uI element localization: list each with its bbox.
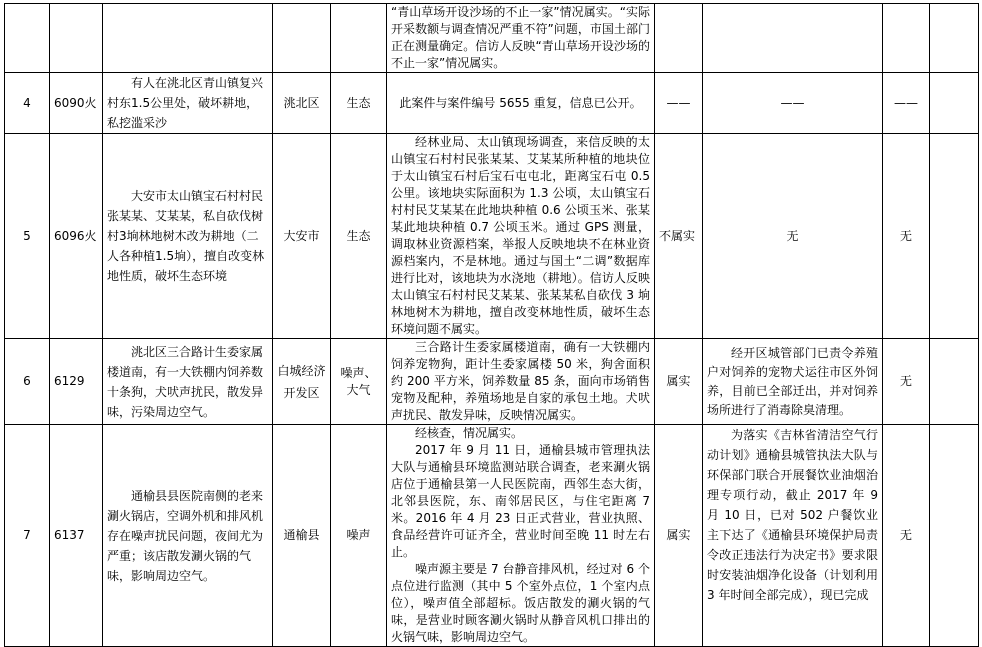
cell-type <box>331 4 387 73</box>
table-row <box>5 134 979 339</box>
cell-type: 噪声、大气 <box>331 339 387 425</box>
table-row <box>5 339 979 425</box>
cell-case-id: 6096火 <box>50 134 103 339</box>
cell-accountability: 无 <box>883 134 930 339</box>
result-paragraph: 2017 年 9 月 11 日，通榆县城市管理执法大队与通榆县环境监测站联合调查，老来涮火锅店位于通榆县第一人民医院南，西邻生态大街，北邻县医院，东、南邻居民区，与住宅距离 7 米。2016 年 4 月 23 日正式营业，营业执照、食品经营许可证齐全，营业时间至晚 11 时左右止。 <box>391 443 650 559</box>
cell-no: 6 <box>5 339 50 425</box>
cell-accountability: 无 <box>883 425 930 647</box>
cell-note <box>930 4 979 73</box>
cell-result <box>387 425 655 647</box>
cell-type: 生态 <box>331 134 387 339</box>
cell-rectification: 无 <box>703 134 883 339</box>
cell-district: 通榆县 <box>273 425 331 647</box>
cell-verdict: 不属实 <box>655 134 703 339</box>
cell-result: “青山草场开设沙场的不止一家”情况属实。“实际开采数额与调查情况严重不符”问题，市国土部门正在测量确定。信访人反映“青山草场开设沙场的不止一家”情况属实。 <box>387 4 655 73</box>
cell-note <box>930 134 979 339</box>
cell-no: 5 <box>5 134 50 339</box>
cell-district: 大安市 <box>273 134 331 339</box>
cell-case-id <box>50 4 103 73</box>
cell-rectification: —— <box>703 73 883 134</box>
cell-rectification: 为落实《吉林省清洁空气行动计划》通榆县城管执法大队与环保部门联合开展餐饮业油烟治理专项行动，截止 2017 年 9 月 10 日，已对 502 户餐饮业主下达了《通榆县环境保护局责令改正违法行为决定书》要求限时安装油烟净化设备（计划利用 3 年时间全部完成），现已完成 <box>703 425 883 647</box>
cell-no <box>5 4 50 73</box>
cell-accountability <box>883 4 930 73</box>
cell-complaint: 大安市太山镇宝石村村民张某某、艾某某，私自砍伐树村3垧林地树木改为耕地（二人各种植1.5垧），擅自改变林地性质，破坏生态环境 <box>103 134 273 339</box>
cell-result: 三合路计生委家属楼道南，确有一大铁棚内饲养宠物狗，距计生委家属楼 50 米，狗舍面积约 200 平方米，饲养数量 85 条，面向市场销售宠物及配种，养殖场地是自家的承包土地。犬吠声扰民、散发异味，反映情况属实。 <box>387 339 655 425</box>
cell-type: 噪声 <box>331 425 387 647</box>
cell-rectification: 经开区城管部门已责令养殖户对饲养的宠物犬运往市区外饲养，目前已全部迁出，并对饲养场所进行了消毒除臭清理。 <box>703 339 883 425</box>
cell-verdict <box>655 4 703 73</box>
cell-case-id: 6129 <box>50 339 103 425</box>
cell-complaint: 有人在洮北区青山镇复兴村东1.5公里处，破坏耕地，私挖滥采沙 <box>103 73 273 134</box>
result-paragraph: 噪声源主要是 7 台静音排风机，经过对 6 个点位进行监测（其中 5 个室外点位，1 个室内点位），噪声值全部超标。饭店散发的涮火锅的气味，是营业时顾客涮火锅时从静音风机口排出的火锅气味，影响周边空气。 <box>391 562 650 644</box>
cell-complaint <box>103 4 273 73</box>
cell-accountability: 无 <box>883 339 930 425</box>
cell-district: 洮北区 <box>273 73 331 134</box>
cell-complaint: 通榆县县医院南侧的老来涮火锅店，空调外机和排风机存在噪声扰民问题，夜间尤为严重；该店散发涮火锅的气味，影响周边空气。 <box>103 425 273 647</box>
table-row <box>5 425 979 647</box>
table-row-continued <box>5 4 979 73</box>
cell-district: 白城经济开发区 <box>273 339 331 425</box>
cell-note <box>930 73 979 134</box>
cell-type: 生态 <box>331 73 387 134</box>
cell-result: 此案件与案件编号 5655 重复，信息已公开。 <box>387 73 655 134</box>
table-row <box>5 73 979 134</box>
case-table <box>4 3 979 647</box>
cell-verdict: —— <box>655 73 703 134</box>
cell-accountability: —— <box>883 73 930 134</box>
cell-note <box>930 339 979 425</box>
cell-no: 7 <box>5 425 50 647</box>
cell-complaint: 洮北区三合路计生委家属楼道南，有一大铁棚内饲养数十条狗，犬吠声扰民，散发异味，污染周边空气。 <box>103 339 273 425</box>
cell-verdict: 属实 <box>655 339 703 425</box>
cell-rectification <box>703 4 883 73</box>
cell-result: 经林业局、太山镇现场调查，来信反映的太山镇宝石村村民张某某、艾某某所种植的地块位于太山镇宝石村后宝石屯屯北，距离宝石屯 0.5 公里。该地块实际面积为 1.3 公顷，太山镇宝石村村民艾某某在此地块种植 0.6 公顷玉米、张某某此地块种植 0.7 公顷玉米。通过 GPS 测量，调取林业资源档案，举报人反映地块不在林业资源档案内，不是林地。通过与国土“二调”数据库进行比对，该地块为水浇地（耕地）。信访人反映太山镇宝石村村民艾某某、张某某私自砍伐 3 垧林地树木为耕地，擅自改变林地性质，破坏生态环境问题不属实。 <box>387 134 655 339</box>
cell-no: 4 <box>5 73 50 134</box>
cell-district <box>273 4 331 73</box>
cell-note <box>930 425 979 647</box>
cell-case-id: 6090火 <box>50 73 103 134</box>
result-paragraph: 经核查，情况属实。 <box>415 426 524 440</box>
cell-case-id: 6137 <box>50 425 103 647</box>
cell-verdict: 属实 <box>655 425 703 647</box>
